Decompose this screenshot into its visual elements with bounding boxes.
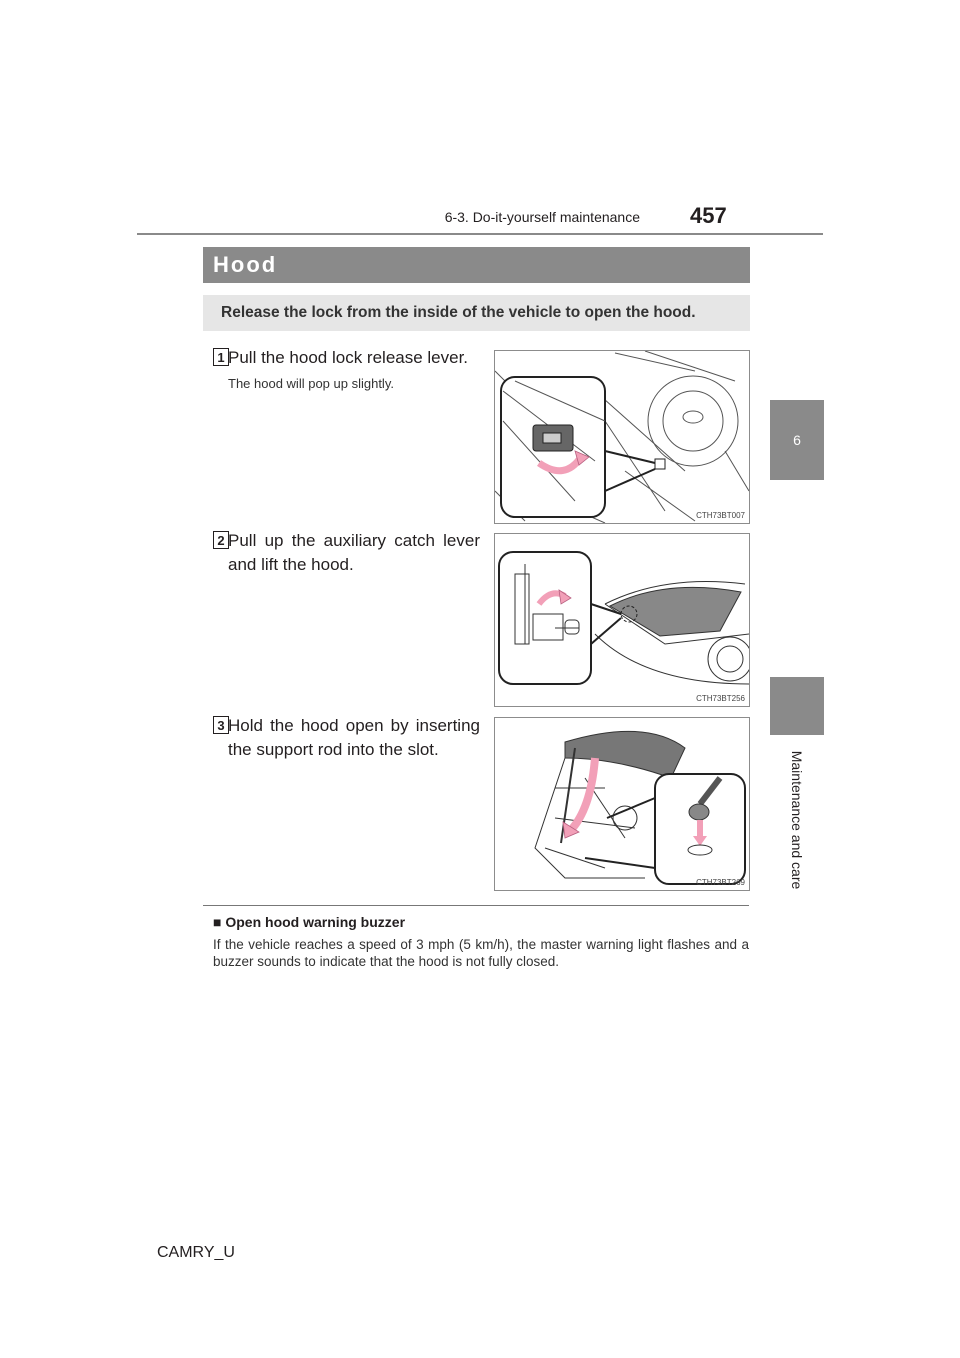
note-bullet: ■ xyxy=(213,914,222,930)
step-text-2: Pull up the auxiliary catch lever and lift the hood. xyxy=(228,531,480,574)
support-rod-illustration xyxy=(495,718,749,890)
chapter-title-vertical xyxy=(770,740,824,900)
note-divider xyxy=(203,905,749,906)
figure-support-rod xyxy=(494,717,750,891)
footer-model-code: CAMRY_U xyxy=(157,1244,235,1261)
chapter-tab xyxy=(770,400,824,480)
section-title: Hood xyxy=(203,247,750,283)
chapter-tab-extension xyxy=(770,677,824,735)
step-note-1: The hood will pop up slightly. xyxy=(228,376,394,391)
chapter-number: 6 xyxy=(793,432,801,448)
section-summary: Release the lock from the inside of the vehicle to open the hood. xyxy=(203,295,750,331)
hood-release-lever-illustration xyxy=(495,351,749,523)
auxiliary-catch-lever-illustration xyxy=(495,534,749,706)
step-number-1: 1 xyxy=(213,348,229,366)
figure-code: CTH73BT007 xyxy=(696,511,745,520)
step-number-3: 3 xyxy=(213,716,229,734)
figure-auxiliary-catch-lever xyxy=(494,533,750,707)
step-text-1: Pull the hood lock release lever. xyxy=(228,348,469,367)
chapter-title: Maintenance and care xyxy=(789,750,805,890)
header-divider xyxy=(137,233,823,235)
step-text-3: Hold the hood open by inserting the support rod into the slot. xyxy=(228,716,480,759)
page-number: 457 xyxy=(690,203,727,228)
step-number-2: 2 xyxy=(213,531,229,549)
figure-code: CTH73BT256 xyxy=(696,694,745,703)
running-header-section: 6-3. Do-it-yourself maintenance xyxy=(444,209,640,225)
figure-hood-release-lever xyxy=(494,350,750,524)
figure-code: CTH73BT269 xyxy=(696,878,745,887)
note-title xyxy=(213,914,405,930)
note-body: If the vehicle reaches a speed of 3 mph (5 km/h), the master warning light flashes and a buzzer sounds to indicate that the hood is not fully closed. xyxy=(213,937,749,969)
note-title-text: Open hood warning buzzer xyxy=(225,914,406,930)
